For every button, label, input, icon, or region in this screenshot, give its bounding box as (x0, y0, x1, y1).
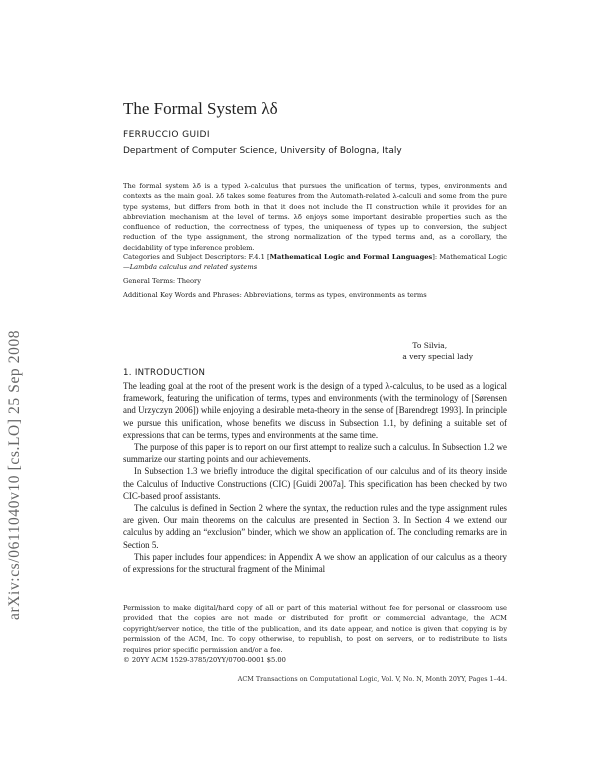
permission-notice (123, 603, 507, 665)
keywords: Additional Key Words and Phrases: Abbreviations, terms as types, environments as terms (123, 291, 427, 299)
dedication-line-1: To Silvia, (412, 341, 448, 350)
paragraph: The calculus is defined in Section 2 where the syntax, the reduction rules and the type assignment rules are given. Our main theorems on the calculus are presented in Section 3. In Section 4 we extend our calculus by adding an “exclusion” binder, which we show an application of. The concluding remarks are in Section 5. (123, 503, 507, 550)
categories-middle: ]: Mathematical Logic— (123, 253, 508, 272)
journal-footer: ACM Transactions on Computational Logic, Vol. V, No. N, Month 20YY, Pages 1–44. (237, 675, 507, 683)
general-terms: General Terms: Theory (123, 277, 201, 285)
abstract: The formal system λδ is a typed λ-calculus that pursues the unification of terms, types, environments and contexts as the main goal. λδ takes some features from the Automath-related λ-calculi and some from the pure type systems, but differs from both in that it does not include the Π construction while it provides for an abbreviation mechanism at the level of terms. λδ enjoys some important desirable properties such as the confluence of reduction, the correctness of types, the uniqueness of types up to conversion, the subject reduction of the type assignment, the strong normalization of the typed terms and, as a corollary, the decidability of type inference problem. (123, 182, 507, 252)
paragraph: The purpose of this paper is to report on our first attempt to realize such a calculus. In Subsection 1.2 we summarize our starting points and our achievements. (123, 442, 507, 465)
paper-title: The Formal System λδ (123, 99, 278, 118)
dedication-line-2: a very special lady (402, 352, 473, 361)
paragraph: This paper includes four appendices: in Appendix A we show an application of our calculus as a theory of expressions for the structural fragment of the Minimal (123, 551, 507, 575)
permission-text: Permission to make digital/hard copy of all or part of this material without fee for personal or classroom use provided that the copies are not made or distributed for profit or commercial advantage, the ACM copyright/server notice, the title of the publication, and its date appear, and notice is given that copying is by permission of the ACM, Inc. To copy otherwise, to republish, to post on servers, or to redistribute to lists requires prior specific permission and/or a fee. (123, 604, 507, 654)
paragraph: The leading goal at the root of the present work is the design of a typed λ-calculus, to be used as a logical framework, featuring the unification of terms, types and environments (with the terminology of [Sørensen and Urzyczyn 2006]) while enjoying a desirable meta-theory in the sense of [Barendregt 1993]. In principle we pursue this unification, whose benefits we discuss in Subsection 1.1, by defining a suitable set of expressions that can be terms, types and environments at the same time. (123, 381, 507, 440)
categories-prefix: Categories and Subject Descriptors: F.4.1 [ (123, 253, 270, 261)
section-heading: 1. INTRODUCTION (123, 368, 206, 378)
arxiv-stamp: arXiv:cs/0611040v10 [cs.LO] 25 Sep 2008 (6, 329, 23, 620)
paragraph: In Subsection 1.3 we briefly introduce the digital specification of our calculus and of its theory inside the Calculus of Inductive Constructions (CIC) [Guidi 2007a]. This specification has been checked by two CIC-based proof assistants. (123, 466, 507, 501)
categories-italic: Lambda calculus and related systems (129, 263, 258, 272)
categories-bold: Mathematical Logic and Formal Languages (269, 253, 433, 261)
copyright-line: © 20YY ACM 1529-3785/20YY/0700-0001 $5.00 (123, 656, 286, 665)
author-name: FERRUCCIO GUIDI (123, 130, 210, 140)
introduction-body (123, 380, 507, 575)
dedication (402, 340, 473, 362)
categories-descriptors (123, 252, 507, 273)
author-affiliation: Department of Computer Science, University of Bologna, Italy (123, 146, 402, 156)
